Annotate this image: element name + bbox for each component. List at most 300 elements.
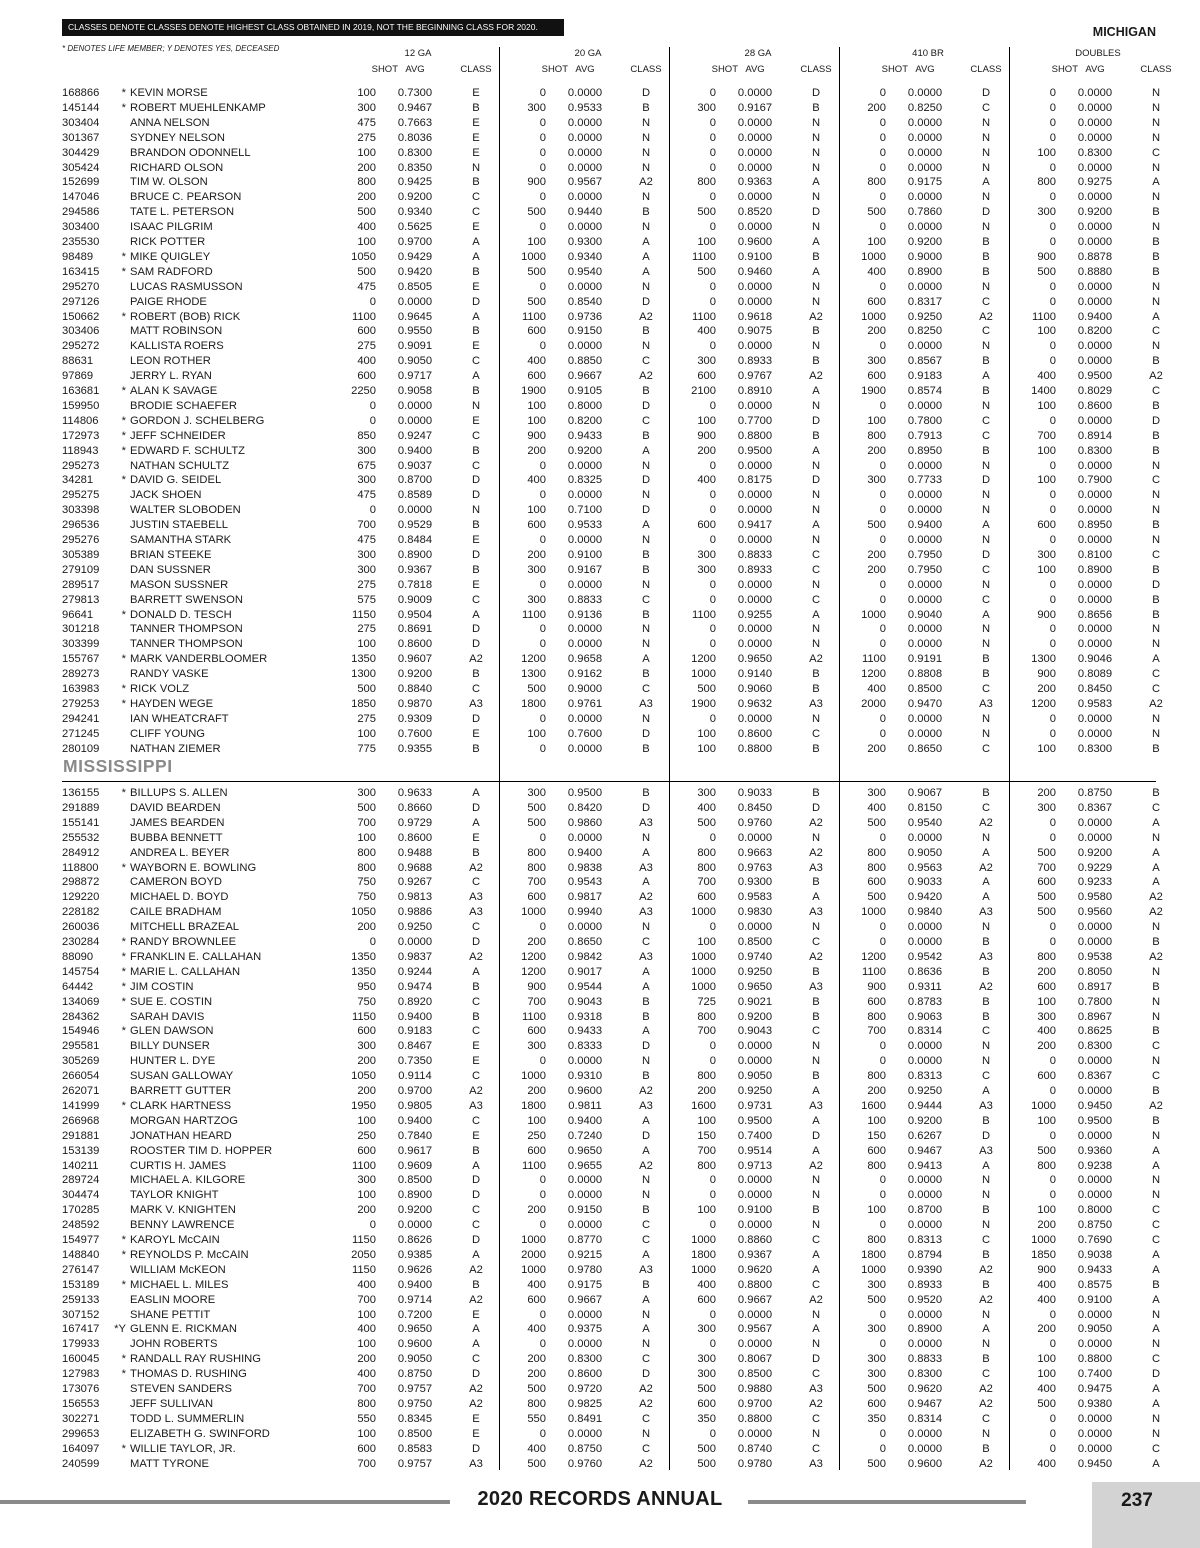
shot-count: 100 [357, 146, 376, 159]
member-id: 64442 [62, 980, 94, 993]
class-value: N [641, 638, 651, 651]
average: 0.9658 [567, 653, 603, 666]
shot-count: 500 [357, 801, 376, 814]
average: 0.8950 [1077, 519, 1113, 532]
member-id: 152699 [62, 176, 100, 189]
shot-count: 200 [1037, 683, 1056, 695]
average: 0.8029 [1077, 385, 1113, 397]
shot-count: 800 [357, 176, 376, 189]
shot-count: 0 [539, 742, 546, 755]
class-value: B [982, 265, 990, 278]
shot-count: 0 [539, 712, 546, 725]
shot-count: 700 [357, 1383, 376, 1395]
table-row [0, 1352, 1200, 1367]
shot-count: 100 [867, 1114, 886, 1127]
average: 0.0000 [1077, 1055, 1113, 1068]
shot-count: 0 [1049, 578, 1056, 591]
average: 0.9360 [1077, 1144, 1113, 1157]
shot-count: 0 [879, 116, 886, 129]
shot-count: 100 [527, 1114, 546, 1127]
average: 0.9460 [737, 265, 773, 278]
average: 0.9200 [907, 1114, 943, 1127]
shooter-name: LEON ROTHER [130, 355, 211, 368]
average: 0.9183 [397, 1025, 433, 1038]
shooter-name: BUBBA BENNETT [130, 831, 223, 844]
table-row [0, 652, 1200, 667]
shot-count: 0 [369, 399, 376, 412]
shot-count: 0 [879, 1174, 886, 1187]
class-value: A [642, 876, 650, 889]
average: 0.9400 [1077, 310, 1113, 323]
average: 0.8500 [737, 1368, 773, 1381]
shooter-name: SUSAN GALLOWAY [130, 1070, 234, 1083]
shot-count: 600 [1037, 980, 1056, 993]
table-row [0, 1010, 1200, 1025]
shot-count: 100 [697, 1114, 716, 1127]
shot-count: 1100 [691, 250, 716, 263]
shooter-name: CLARK HARTNESS [130, 1099, 232, 1112]
class-value: A [1152, 1248, 1160, 1261]
shot-count: 500 [697, 1383, 716, 1395]
shooter-name: JUSTIN STAEBELL [130, 519, 229, 532]
average: 0.0000 [567, 87, 603, 99]
class-value: B [642, 742, 650, 755]
shooter-name: JONATHAN HEARD [130, 1129, 232, 1142]
shot-count: 0 [709, 921, 716, 934]
class-value: N [1151, 459, 1161, 472]
average: 0.0000 [737, 1308, 773, 1321]
average: 0.9058 [397, 385, 433, 397]
table-row [0, 1278, 1200, 1293]
class-value: A [812, 444, 820, 457]
shot-count: 500 [867, 816, 886, 829]
class-value: C [981, 295, 991, 308]
member-id: 297126 [62, 295, 100, 308]
col-header-shot: SHOT [711, 64, 738, 75]
shot-count: 0 [709, 578, 716, 591]
average: 0.8325 [567, 474, 603, 487]
average: 0.0000 [567, 578, 603, 591]
class-notice-banner: CLASSES DENOTE CLASSES DENOTE HIGHEST CLASS OBTAINED IN 2019, NOT THE BEGINNING CLASS FOR 2020. [62, 19, 564, 36]
class-value: D [471, 1189, 481, 1202]
average: 0.8933 [737, 355, 773, 368]
shot-count: 500 [1037, 906, 1056, 919]
average: 0.8600 [567, 1368, 603, 1381]
class-value: A2 [809, 1159, 823, 1172]
shooter-name: TATE L. PETERSON [130, 206, 235, 219]
shot-count: 100 [527, 236, 546, 248]
shot-count: 0 [709, 116, 716, 129]
table-row [0, 1337, 1200, 1352]
class-value: A2 [639, 310, 653, 323]
class-value: D [471, 548, 481, 561]
average: 0.9200 [1077, 206, 1113, 219]
average: 0.8313 [907, 1234, 943, 1246]
member-id: 299653 [62, 1427, 100, 1440]
class-value: B [1152, 563, 1160, 576]
average: 0.9200 [397, 191, 433, 204]
shot-count: 300 [867, 355, 886, 368]
class-value: A [1152, 1263, 1160, 1276]
shot-count: 500 [697, 1457, 716, 1470]
shot-count: 900 [1037, 250, 1056, 263]
average: 0.9433 [567, 1025, 603, 1038]
class-value: C [981, 101, 991, 114]
class-value: A3 [469, 906, 483, 919]
shot-count: 300 [867, 1323, 886, 1336]
class-value: N [811, 1427, 821, 1440]
class-value: B [1152, 399, 1160, 412]
class-value: A3 [639, 816, 653, 829]
class-value: A [1152, 653, 1160, 666]
shot-count: 1000 [521, 1070, 546, 1083]
average: 0.8626 [397, 1234, 433, 1246]
shot-count: 800 [1037, 950, 1056, 963]
table-row [0, 1173, 1200, 1188]
shot-count: 0 [539, 831, 546, 844]
average: 0.9560 [1077, 906, 1113, 919]
class-value: B [642, 325, 650, 338]
class-value: D [641, 727, 651, 740]
average: 0.8574 [907, 385, 943, 397]
member-id: 230284 [62, 936, 100, 948]
class-value: C [981, 683, 991, 695]
average: 0.8300 [1077, 444, 1113, 457]
shot-count: 1000 [521, 1263, 546, 1276]
average: 0.8540 [567, 295, 603, 308]
average: 0.0000 [737, 161, 773, 174]
average: 0.0000 [1077, 414, 1113, 427]
shooter-name: TANNER THOMPSON [130, 623, 243, 636]
class-value: N [1151, 965, 1161, 978]
shot-count: 675 [357, 459, 376, 472]
average: 0.9255 [737, 608, 773, 621]
table-row [0, 1367, 1200, 1382]
class-value: A2 [639, 891, 653, 904]
average: 0.9425 [397, 176, 433, 189]
shot-count: 0 [1049, 921, 1056, 934]
class-value: B [812, 668, 820, 681]
class-value: A3 [469, 1099, 483, 1112]
class-value: C [981, 1234, 991, 1246]
average: 0.8650 [567, 936, 603, 948]
table-row [0, 1293, 1200, 1308]
shot-count: 0 [539, 146, 546, 159]
class-value: N [1151, 995, 1161, 1008]
member-flag: * [121, 653, 126, 666]
shot-count: 1900 [521, 385, 546, 397]
class-value: N [981, 116, 991, 129]
average: 0.8367 [1077, 801, 1113, 814]
average: 0.9250 [737, 965, 773, 978]
table-row [0, 250, 1200, 265]
table-row [0, 861, 1200, 876]
shot-count: 0 [709, 131, 716, 144]
shot-count: 575 [357, 593, 376, 606]
table-row [0, 1397, 1200, 1412]
class-value: C [981, 742, 991, 755]
shot-count: 850 [357, 429, 376, 442]
class-value: D [981, 1129, 991, 1142]
average: 0.0000 [1077, 1308, 1113, 1321]
shot-count: 0 [1049, 1442, 1056, 1455]
class-value: C [641, 1234, 651, 1246]
shot-count: 200 [867, 325, 886, 338]
class-value: B [472, 846, 480, 859]
class-value: N [981, 1219, 991, 1232]
average: 0.9367 [397, 563, 433, 576]
legend-note: * DENOTES LIFE MEMBER; Y DENOTES YES, DECEASED [62, 44, 280, 53]
shot-count: 100 [357, 1308, 376, 1321]
shot-count: 0 [1049, 936, 1056, 948]
shot-count: 500 [697, 1442, 716, 1455]
shot-count: 800 [357, 861, 376, 874]
shot-count: 0 [1049, 1427, 1056, 1440]
shot-count: 400 [1037, 1278, 1056, 1291]
shot-count: 600 [527, 1025, 546, 1038]
table-row [0, 548, 1200, 563]
shot-count: 750 [357, 891, 376, 904]
class-value: A [812, 891, 820, 904]
shot-count: 500 [867, 206, 886, 219]
class-value: C [1151, 146, 1161, 159]
shooter-name: JIM COSTIN [130, 980, 194, 993]
shot-count: 1800 [691, 1248, 716, 1261]
shot-count: 350 [867, 1412, 886, 1425]
class-value: N [981, 280, 991, 293]
average: 0.0000 [907, 727, 943, 740]
member-flag: * [121, 995, 126, 1008]
class-value: A2 [639, 370, 653, 383]
average: 0.9540 [907, 816, 943, 829]
shot-count: 700 [357, 519, 376, 532]
class-value: A2 [979, 310, 993, 323]
class-value: N [981, 459, 991, 472]
shooter-name: HUNTER L. DYE [130, 1055, 216, 1068]
class-value: A3 [979, 906, 993, 919]
member-id: 301367 [62, 131, 100, 144]
shot-count: 900 [697, 429, 716, 442]
shot-count: 1100 [1031, 310, 1056, 323]
shot-count: 300 [357, 1040, 376, 1053]
shot-count: 1100 [521, 1010, 546, 1023]
table-row [0, 369, 1200, 384]
shot-count: 0 [879, 489, 886, 502]
member-id: 34281 [62, 474, 94, 487]
average: 0.0000 [1077, 534, 1113, 546]
class-value: N [981, 131, 991, 144]
shot-count: 400 [527, 1442, 546, 1455]
average: 0.9620 [737, 1263, 773, 1276]
table-row [0, 890, 1200, 905]
class-value: A [812, 1114, 820, 1127]
shot-count: 1000 [861, 1263, 886, 1276]
class-value: A3 [809, 1099, 823, 1112]
shot-count: 0 [879, 146, 886, 159]
class-value: N [641, 131, 651, 144]
class-value: C [981, 325, 991, 338]
average: 0.0000 [737, 534, 773, 546]
shot-count: 700 [357, 1457, 376, 1470]
shooter-name: MIKE QUIGLEY [130, 250, 211, 263]
shot-count: 200 [1037, 1323, 1056, 1336]
shot-count: 300 [697, 1353, 716, 1366]
table-row [0, 190, 1200, 205]
class-value: N [811, 146, 821, 159]
member-id: 88631 [62, 355, 94, 368]
member-id: 307152 [62, 1308, 100, 1321]
average: 0.9757 [397, 1383, 433, 1395]
shot-count: 300 [867, 1368, 886, 1381]
class-value: B [812, 1204, 820, 1217]
average: 0.8600 [397, 638, 433, 651]
shot-count: 0 [1049, 1308, 1056, 1321]
shooter-name: NATHAN SCHULTZ [130, 459, 230, 472]
average: 0.9620 [907, 1383, 943, 1395]
average: 0.8656 [1077, 608, 1113, 621]
col-header-shot: SHOT [1051, 64, 1078, 75]
class-value: D [1151, 1368, 1161, 1381]
class-value: C [981, 593, 991, 606]
average: 0.9763 [737, 861, 773, 874]
shot-count: 300 [527, 1040, 546, 1053]
class-value: C [1151, 1070, 1161, 1083]
class-value: N [981, 1174, 991, 1187]
average: 0.0000 [907, 936, 943, 948]
average: 0.8833 [907, 1353, 943, 1366]
shot-count: 600 [1037, 519, 1056, 532]
shot-count: 0 [1049, 131, 1056, 144]
class-value: N [811, 921, 821, 934]
class-value: A3 [469, 891, 483, 904]
class-value: A [982, 370, 990, 383]
class-value: B [642, 429, 650, 442]
average: 0.9700 [737, 1397, 773, 1410]
class-value: N [1151, 221, 1161, 234]
table-row [0, 533, 1200, 548]
average: 0.8794 [907, 1248, 943, 1261]
shot-count: 0 [709, 623, 716, 636]
table-row [0, 742, 1200, 757]
average: 0.9033 [907, 876, 943, 889]
shot-count: 200 [867, 563, 886, 576]
class-value: B [982, 444, 990, 457]
average: 0.9500 [1077, 370, 1113, 383]
class-value: A2 [639, 1159, 653, 1172]
average: 0.8314 [907, 1025, 943, 1038]
shooter-name: CAILE BRADHAM [130, 906, 222, 919]
average: 0.0000 [567, 712, 603, 725]
average: 0.0000 [567, 1055, 603, 1068]
class-value: A [982, 1323, 990, 1336]
shot-count: 400 [357, 355, 376, 368]
average: 0.8175 [737, 474, 773, 487]
average: 0.0000 [737, 489, 773, 502]
shot-count: 700 [697, 1025, 716, 1038]
average: 0.7400 [1077, 1368, 1113, 1381]
col-header-avg: AVG [575, 64, 595, 75]
col-header-shot: SHOT [541, 64, 568, 75]
member-id: 289273 [62, 668, 100, 681]
member-flag: * [121, 310, 126, 323]
average: 0.0000 [397, 1219, 433, 1232]
table-row [0, 831, 1200, 846]
group-header: 12 GA [404, 48, 432, 59]
average: 0.9100 [737, 1204, 773, 1217]
class-value: A [472, 787, 480, 799]
shot-count: 300 [697, 787, 716, 799]
class-value: B [982, 1204, 990, 1217]
shot-count: 100 [357, 1427, 376, 1440]
shot-count: 400 [1037, 1293, 1056, 1306]
shooter-name: RICK VOLZ [130, 683, 190, 695]
average: 0.7600 [567, 727, 603, 740]
member-id: 284362 [62, 1010, 100, 1023]
class-value: C [641, 1442, 651, 1455]
class-value: A [812, 1323, 820, 1336]
shooter-name: BENNY LAWRENCE [130, 1219, 235, 1232]
class-value: A2 [979, 861, 993, 874]
average: 0.8860 [737, 1234, 773, 1246]
class-value: B [472, 325, 480, 338]
shooter-name: DAVID BEARDEN [130, 801, 221, 814]
class-value: B [1152, 519, 1160, 532]
average: 0.9140 [737, 668, 773, 681]
class-value: E [472, 414, 480, 427]
average: 0.9540 [567, 265, 603, 278]
average: 0.9838 [567, 861, 603, 874]
class-value: C [981, 429, 991, 442]
class-value: A [642, 1248, 650, 1261]
class-value: A2 [469, 950, 483, 963]
member-id: 260036 [62, 921, 100, 934]
class-value: B [472, 385, 480, 397]
average: 0.9609 [397, 1159, 433, 1172]
shot-count: 0 [879, 712, 886, 725]
average: 0.9842 [567, 950, 603, 963]
table-row [0, 1427, 1200, 1442]
class-value: B [642, 1010, 650, 1023]
average: 0.0000 [737, 504, 773, 517]
shot-count: 0 [879, 1427, 886, 1440]
table-row [0, 1024, 1200, 1039]
shot-count: 0 [709, 191, 716, 204]
class-value: A [982, 1085, 990, 1097]
average: 0.0000 [1077, 295, 1113, 308]
shooter-name: RANDALL RAY RUSHING [130, 1353, 261, 1366]
shot-count: 100 [867, 236, 886, 248]
class-value: A3 [979, 1144, 993, 1157]
class-value: N [641, 831, 651, 844]
class-value: N [1151, 504, 1161, 517]
footer-rule-left [0, 1500, 450, 1504]
shooter-name: BRODIE SCHAEFER [130, 399, 237, 412]
shooter-name: RICHARD OLSON [130, 161, 224, 174]
footer-title: 2020 RECORDS ANNUAL [477, 1488, 723, 1510]
shot-count: 100 [1037, 474, 1056, 487]
average: 0.0000 [567, 921, 603, 934]
class-value: C [981, 414, 991, 427]
average: 0.0000 [907, 489, 943, 502]
shot-count: 300 [697, 101, 716, 114]
average: 0.0000 [907, 1174, 943, 1187]
class-value: A [642, 846, 650, 859]
average: 0.0000 [737, 295, 773, 308]
shot-count: 0 [539, 161, 546, 174]
shot-count: 0 [709, 1219, 716, 1232]
shot-count: 200 [527, 444, 546, 457]
class-value: N [811, 1338, 821, 1351]
